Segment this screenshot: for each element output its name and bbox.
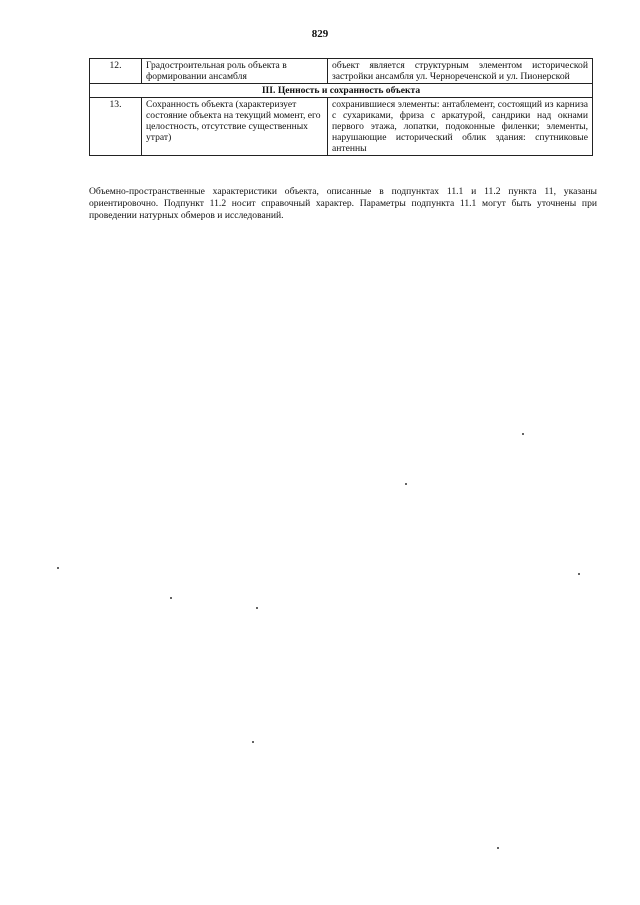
section-header-row — [90, 84, 593, 98]
row-value: объект является структурным элементом исторической застройки ансамбля ул. Чернореченской и ул. Пионерской — [328, 59, 593, 84]
page-number: 829 — [311, 28, 329, 40]
footnote-paragraph: Объемно-пространственные характеристики объекта, описанные в подпунктах 11.1 и 11.2 пункта 11, указаны ориентировочно. Подпункт 11.2 носит справочный характер. Параметры подпункта 11.1 могут быть уточнены при проведении натурных обмеров и исследований. — [89, 186, 597, 221]
row-number: 13. — [90, 98, 142, 156]
object-info-table — [89, 58, 593, 156]
row-label: Сохранность объекта (характеризует состояние объекта на текущий момент, его целостность, отсутствие существенных утрат) — [142, 98, 328, 156]
scan-speck — [252, 741, 254, 743]
scan-speck — [522, 433, 524, 435]
scan-speck — [405, 483, 407, 485]
scan-speck — [170, 597, 172, 599]
scan-speck — [256, 607, 258, 609]
table-row — [90, 98, 593, 156]
scan-speck — [57, 567, 59, 569]
table-row — [90, 59, 593, 84]
section-title: III. Ценность и сохранность объекта — [90, 84, 593, 98]
row-number: 12. — [90, 59, 142, 84]
scan-speck — [497, 847, 499, 849]
scan-speck — [578, 573, 580, 575]
row-label: Градостроительная роль объекта в формировании ансамбля — [142, 59, 328, 84]
row-value: сохранившиеся элементы: антаблемент, состоящий из карниза с сухариками, фриза с аркатурой, сандрики над окнами первого этажа, лопатки, подоконные филенки; элементы, нарушающие исторический облик здания: спутниковые антенны — [328, 98, 593, 156]
